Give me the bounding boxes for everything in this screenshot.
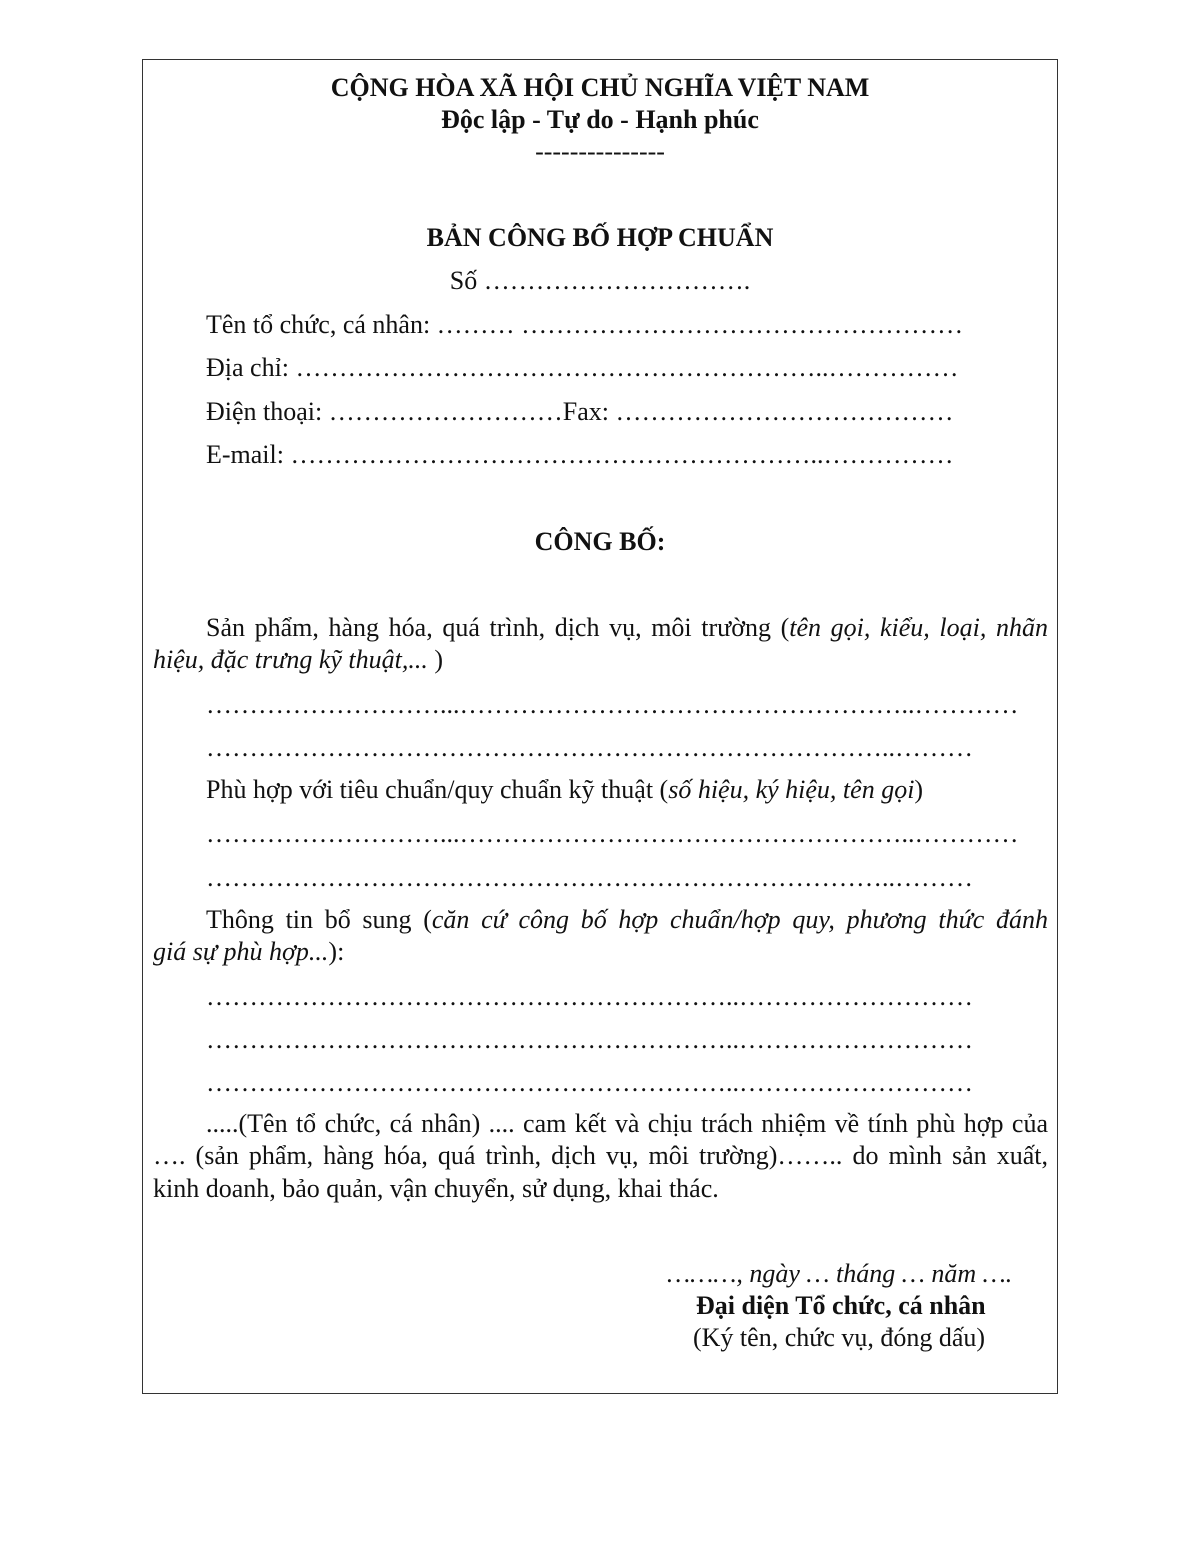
standard-paragraph [206,774,923,806]
address-field: Địa chỉ: ……………………………………………………..…………… [206,353,959,382]
additional-dots-3: ……………………………………………………..……………………… [206,1068,973,1097]
standard-hint: số hiệu, ký hiệu, tên gọi [668,775,915,804]
additional-paragraph-line2 [153,936,344,968]
standard-dots-2: ……………………………………………………………………..……… [206,863,973,892]
product-hint-1: tên gọi, kiểu, loại, nhãn [789,613,1048,642]
national-title: CỘNG HÒA XÃ HỘI CHỦ NGHĨA VIỆT NAM [330,73,870,102]
header-divider: --------------- [535,137,665,166]
standard-label: Phù hợp với tiêu chuẩn/quy chuẩn kỹ thuật ( [206,775,669,804]
national-motto: Độc lập - Tự do - Hạnh phúc [441,105,759,134]
additional-paragraph-line1 [206,904,1048,936]
product-paragraph-line1 [206,612,1048,644]
additional-dots-1: ……………………………………………………..……………………… [206,982,973,1011]
additional-hint-2: giá sự phù hợp... [153,937,329,966]
product-dots-2: ……………………………………………………………………..……… [206,733,973,762]
additional-dots-2: ……………………………………………………..……………………… [206,1025,973,1054]
additional-hint-1: căn cứ công bố hợp chuẩn/hợp quy, phương thức đánh [431,905,1048,934]
product-paragraph-line2 [153,644,443,676]
commitment-line-1: .....(Tên tổ chức, cá nhân) .... cam kết và chịu trách nhiệm về tính phù hợp của [206,1109,1048,1138]
commitment-line-3: kinh doanh, bảo quản, vận chuyển, sử dụng, khai thác. [153,1174,719,1203]
standard-dots-1: ………………………...……………………………………………..………… [206,819,1019,848]
product-dots-1: ………………………...……………………………………………..………… [206,690,1019,719]
declaration-heading: CÔNG BỐ: [534,527,666,556]
commitment-line-2: …. (sản phẩm, hàng hóa, quá trình, dịch vụ, môi trường)…….. do mình sản xuất, [153,1141,1048,1170]
signature-representative: Đại diện Tổ chức, cá nhân [696,1291,986,1320]
org-name-field: Tên tổ chức, cá nhân: ……… …………………………………………… [206,310,964,339]
additional-close: ): [328,937,345,966]
product-label: Sản phẩm, hàng hóa, quá trình, dịch vụ, môi trường ( [206,613,790,642]
standard-close: ) [914,775,924,804]
document-title: BẢN CÔNG BỐ HỢP CHUẨN [426,223,774,252]
signature-date-line: ………, ngày … tháng … năm …. [667,1259,1013,1288]
email-field: E-mail: ……………………………………………………..…………… [206,440,954,469]
product-hint-2: hiệu, đặc trưng kỹ thuật,... [153,645,428,674]
product-close: ) [427,645,444,674]
additional-label: Thông tin bổ sung ( [206,905,432,934]
document-number: Số …………………………. [449,266,751,295]
signature-instruction: (Ký tên, chức vụ, đóng dấu) [693,1323,986,1352]
phone-fax-field: Điện thoại: ………………………Fax: ………………………………… [206,397,954,426]
